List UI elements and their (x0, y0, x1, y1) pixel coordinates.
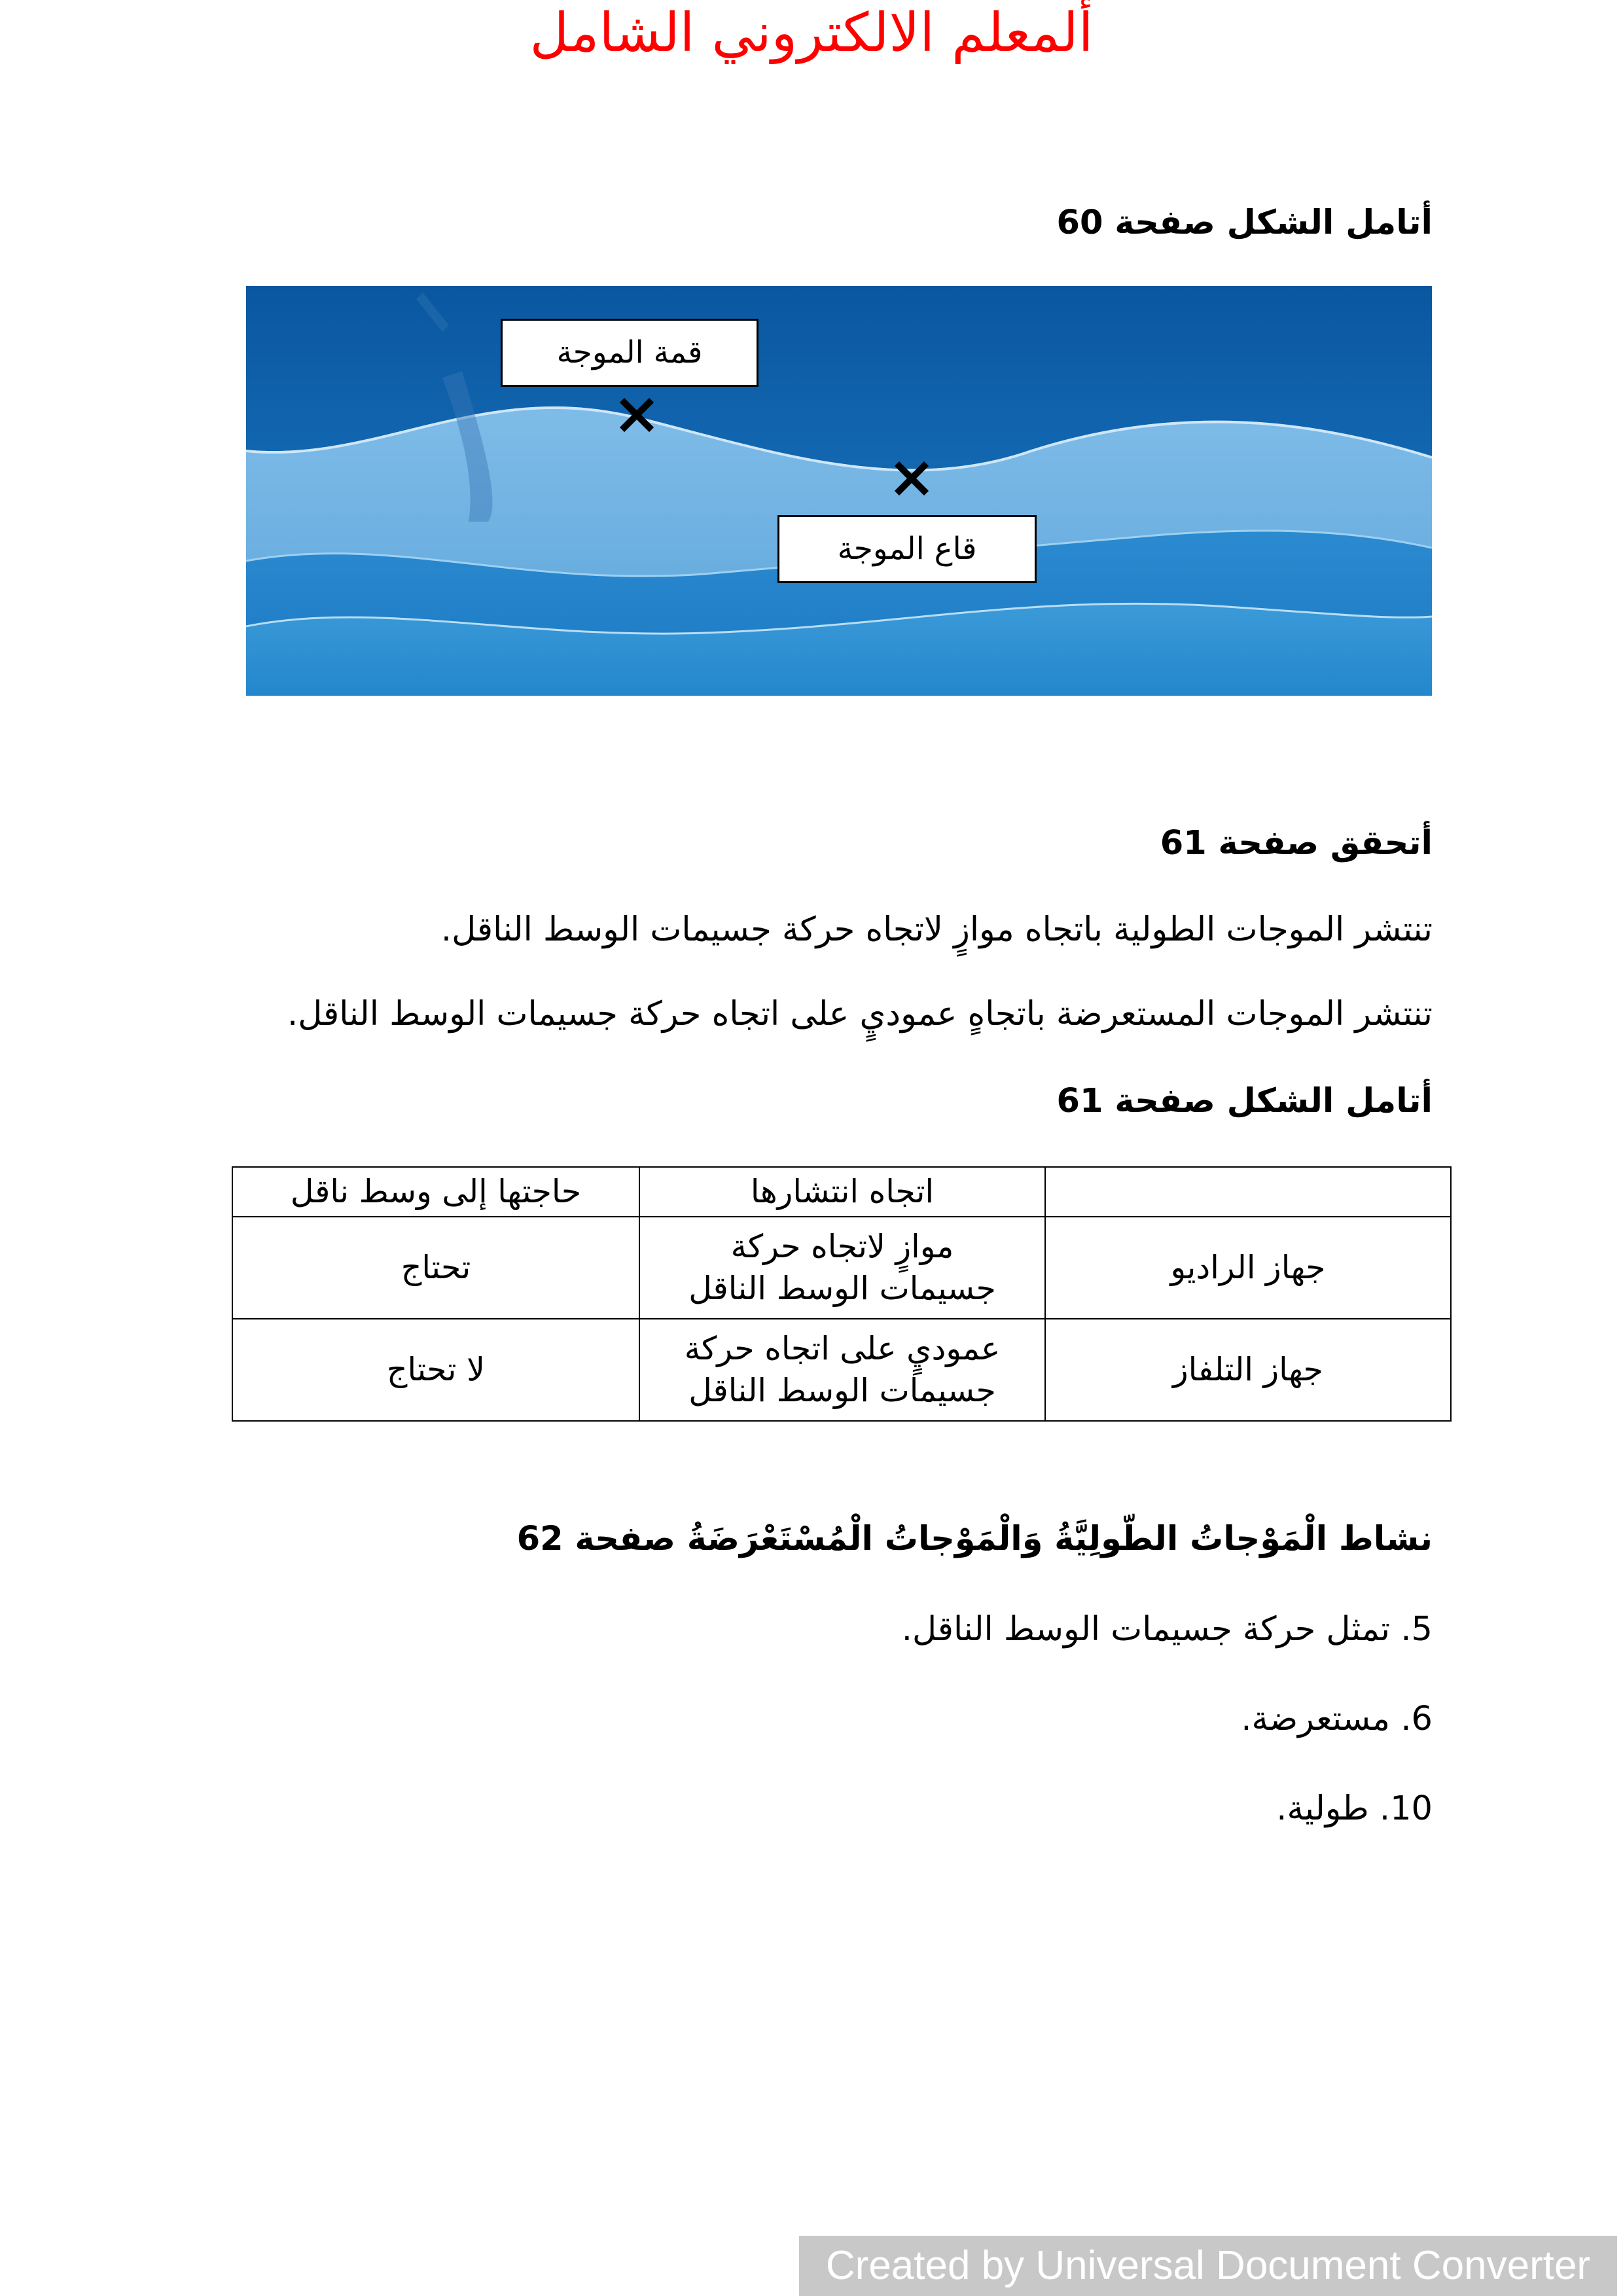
table-cell-medium-need: تحتاج (232, 1217, 639, 1319)
trough-label: قاع الموجة (777, 515, 1037, 583)
longitudinal-wave-statement: تنتشر الموجات الطولية باتجاه موازٍ لاتجاه حركة جسيمات الوسط الناقل. (440, 910, 1433, 949)
answer-item: 10. طولية. (1276, 1789, 1433, 1828)
wave-illustration (246, 286, 1432, 696)
table-cell-direction (639, 1319, 1045, 1421)
table-cell-device: جهاز الراديو (1045, 1217, 1451, 1319)
table-row (232, 1217, 1451, 1319)
section-heading-check-61: أتحقق صفحة 61 (1160, 824, 1433, 863)
crest-label: قمة الموجة (501, 319, 758, 387)
comparison-table (232, 1166, 1452, 1422)
answer-item: 5. تمثل حركة جسيمات الوسط الناقل. (901, 1610, 1433, 1649)
direction-line: عموديٍ على اتجاه حركة (684, 1330, 1001, 1367)
section-heading-figure-61: أتامل الشكل صفحة 61 (1056, 1082, 1433, 1121)
section-heading-figure-60: أتامل الشكل صفحة 60 (1056, 204, 1433, 242)
section-heading-activity-62: نشاط الْمَوْجاتُ الطّولِيَّةُ وَالْمَوْجاتُ الْمُسْتَعْرَضَةُ صفحة 62 (516, 1520, 1433, 1558)
table-row (232, 1319, 1451, 1421)
answer-item: 6. مستعرضة. (1241, 1700, 1433, 1738)
direction-line: جسيمات الوسط الناقل (688, 1270, 996, 1307)
table-cell-device: جهاز التلفاز (1045, 1319, 1451, 1421)
table-cell-direction (639, 1217, 1045, 1319)
table-header-row (232, 1167, 1451, 1217)
table-header-medium-need: حاجتها إلى وسط ناقل (232, 1167, 639, 1217)
transverse-wave-statement: تنتشر الموجات المستعرضة باتجاهٍ عموديٍ على اتجاه حركة جسيمات الوسط الناقل. (287, 995, 1433, 1033)
converter-watermark: Created by Universal Document Converter (799, 2236, 1617, 2296)
table-header-direction: اتجاه انتشارها (639, 1167, 1045, 1217)
table-header-device (1045, 1167, 1451, 1217)
direction-line: جسيمات الوسط الناقل (688, 1372, 996, 1409)
direction-line: موازٍ لاتجاه حركة (730, 1228, 954, 1265)
page-title: ألمعلم الالكتروني الشامل (529, 2, 1094, 64)
wave-figure (246, 286, 1432, 696)
table-cell-medium-need: لا تحتاج (232, 1319, 639, 1421)
